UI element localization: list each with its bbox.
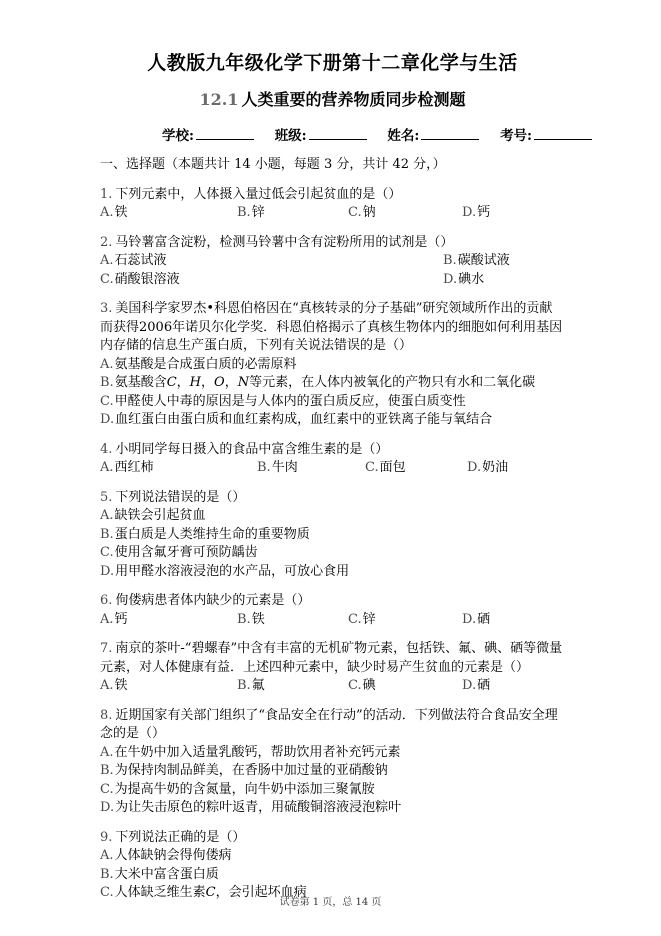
option-C bbox=[100, 393, 565, 412]
option-letter: B. bbox=[237, 611, 251, 627]
text: 在牛奶中加入适量乳酸钙，帮助饮用者补充钙元素 bbox=[114, 744, 401, 760]
text: 硒 bbox=[477, 678, 491, 693]
text: 面包 bbox=[379, 460, 406, 475]
question-8 bbox=[100, 707, 565, 818]
option-A bbox=[100, 459, 257, 478]
text: 使用含氟牙膏可预防龋齿 bbox=[114, 545, 258, 560]
field-exam-number bbox=[500, 126, 592, 144]
field-class-label: 班级: bbox=[274, 128, 307, 144]
option-letter: A. bbox=[100, 460, 114, 475]
question-stem bbox=[100, 489, 565, 508]
field-name-label: 姓名: bbox=[387, 128, 420, 144]
option-letter: C. bbox=[100, 271, 114, 287]
option-D bbox=[100, 563, 565, 582]
option-B bbox=[257, 459, 365, 478]
question-stem bbox=[100, 186, 565, 205]
option-B bbox=[100, 526, 565, 545]
text: 西红柿 bbox=[114, 460, 154, 475]
text: 下列说法正确的是（） bbox=[115, 829, 246, 845]
text: 美国科学家罗杰•科恩伯格因在“真核转录的分子基础”研究领域所作出的贡献而获得2006年诺贝尔化学奖．科恩伯格揭示了真核生物体内的细胞如何利用基因内存储的信息生产蛋白质，下列有关说法错误的是（） bbox=[100, 301, 563, 353]
options bbox=[100, 356, 565, 430]
option-letter: A. bbox=[100, 848, 114, 863]
option-D bbox=[467, 459, 565, 478]
text: 人体缺钠会得佝偻病 bbox=[114, 848, 232, 863]
option-B bbox=[237, 204, 348, 223]
option-letter: C. bbox=[348, 611, 362, 627]
text: 氨基酸是合成蛋白质的必需原料 bbox=[114, 356, 297, 372]
options bbox=[100, 507, 565, 581]
page-footer: 试卷第 1 页，总 14 页 bbox=[279, 897, 382, 908]
option-letter: D. bbox=[462, 611, 477, 627]
option-A bbox=[100, 507, 565, 526]
option-letter: C. bbox=[100, 885, 114, 900]
text: 缺铁会引起贫血 bbox=[114, 508, 206, 523]
text: 碘水 bbox=[458, 271, 485, 287]
option-letter: C. bbox=[100, 393, 114, 409]
option-letter: D. bbox=[100, 412, 115, 427]
option-B bbox=[100, 762, 565, 781]
question-number: 7. bbox=[100, 641, 113, 656]
option-B bbox=[237, 611, 348, 630]
text: 石蕊试液 bbox=[114, 253, 167, 268]
field-school-label: 学校: bbox=[162, 128, 194, 144]
question-2 bbox=[100, 234, 565, 290]
option-letter: B. bbox=[443, 253, 457, 268]
text: 硒 bbox=[477, 611, 491, 627]
text: 马铃薯富含淀粉，检测马铃薯中含有淀粉所用的试剂是（） bbox=[115, 234, 454, 250]
text: 小明同学每日摄入的食品中富含维生素的是（） bbox=[115, 441, 389, 457]
text: 奶油 bbox=[482, 460, 509, 475]
option-letter: C. bbox=[348, 205, 362, 220]
field-exam-number-label: 考号: bbox=[500, 128, 533, 144]
option-C bbox=[100, 271, 443, 290]
option-A bbox=[100, 744, 565, 763]
question-1 bbox=[100, 186, 565, 223]
option-letter: A. bbox=[100, 508, 114, 523]
option-D bbox=[462, 611, 565, 630]
text: 下列元素中，人体摄入量过低会引起贫血的是（） bbox=[115, 186, 402, 202]
text: 人体缺乏维生素C，会引起坏血病 bbox=[114, 885, 307, 900]
section-heading: 一、选择题（本题共计 14 小题，每题 3 分，共计 42 分，） bbox=[100, 157, 446, 172]
blank-line bbox=[196, 126, 254, 140]
option-D bbox=[462, 677, 565, 696]
page-subtitle bbox=[100, 90, 565, 109]
text: 锌 bbox=[362, 611, 376, 627]
question-number: 5. bbox=[100, 489, 113, 505]
options bbox=[100, 744, 565, 818]
option-C bbox=[348, 204, 462, 223]
question-number: 1. bbox=[100, 186, 113, 202]
text: 铁 bbox=[251, 611, 265, 627]
option-letter: A. bbox=[100, 611, 114, 627]
text: 钙 bbox=[477, 205, 491, 220]
option-letter: C. bbox=[100, 545, 114, 560]
options bbox=[100, 252, 565, 289]
option-A bbox=[100, 204, 237, 223]
option-C bbox=[100, 781, 565, 800]
option-C bbox=[100, 544, 565, 563]
option-letter: B. bbox=[100, 375, 114, 390]
field-class bbox=[275, 126, 367, 144]
text: 甲醛使人中毒的原因是与人体内的蛋白质反应，使蛋白质变性 bbox=[114, 393, 466, 409]
question-number: 8. bbox=[100, 707, 113, 723]
options bbox=[100, 677, 565, 696]
option-letter: A. bbox=[100, 678, 114, 693]
option-letter: C. bbox=[348, 678, 362, 693]
option-A bbox=[100, 252, 443, 271]
text: 牛肉 bbox=[271, 460, 298, 475]
option-letter: B. bbox=[100, 866, 114, 882]
page-title: 人教版九年级化学下册第十二章化学与生活 bbox=[147, 52, 518, 74]
text: 佝偻病患者体内缺少的元素是（） bbox=[115, 593, 311, 608]
question-stem bbox=[100, 829, 565, 848]
option-C bbox=[365, 459, 467, 478]
blank-line bbox=[534, 126, 592, 140]
blank-line bbox=[421, 126, 479, 140]
options bbox=[100, 204, 565, 223]
option-letter: A. bbox=[100, 205, 114, 220]
text: 近期国家有关部门组织了“食品安全在行动”的活动．下列做法符合食品安全理念的是（） bbox=[100, 707, 558, 741]
option-B bbox=[100, 866, 565, 885]
option-D bbox=[462, 204, 565, 223]
subtitle-text: 人类重要的营养物质同步检测题 bbox=[241, 90, 466, 109]
option-letter: D. bbox=[443, 271, 458, 287]
field-school bbox=[162, 126, 254, 144]
question-6 bbox=[100, 592, 565, 629]
text: 为提高牛奶的含氮量，向牛奶中添加三聚氰胺 bbox=[114, 781, 375, 797]
question-3 bbox=[100, 300, 565, 430]
text: 锌 bbox=[251, 205, 265, 220]
text: 大米中富含蛋白质 bbox=[114, 866, 219, 882]
text: 南京的茶叶-“碧螺春”中含有丰富的无机矿物元素，包括铁、氟、碘、硒等微量元素，对人体健康有益．上述四种元素中，缺少时易产生贫血的元素是（） bbox=[100, 641, 563, 675]
question-number: 4. bbox=[100, 441, 113, 457]
text: 铁 bbox=[114, 205, 128, 220]
text: 铁 bbox=[114, 678, 128, 693]
text: 为保持肉制品鲜美，在香肠中加过量的亚硝酸钠 bbox=[114, 763, 388, 778]
text: 钙 bbox=[114, 611, 128, 627]
question-number: 2. bbox=[100, 234, 113, 250]
option-B bbox=[237, 677, 348, 696]
option-letter: B. bbox=[100, 526, 114, 542]
question-5 bbox=[100, 489, 565, 582]
option-letter: B. bbox=[237, 205, 251, 220]
option-letter: C. bbox=[100, 781, 114, 797]
question-7 bbox=[100, 640, 565, 696]
text: 蛋白质是人类维持生命的重要物质 bbox=[114, 526, 310, 542]
text: 血红蛋白由蛋白质和血红素构成，血红素中的亚铁离子能与氧结合 bbox=[115, 412, 493, 427]
option-letter: B. bbox=[237, 678, 251, 693]
option-letter: C. bbox=[365, 460, 379, 475]
question-stem bbox=[100, 234, 565, 253]
question-stem bbox=[100, 592, 565, 611]
text: 钠 bbox=[362, 205, 376, 220]
question-9 bbox=[100, 829, 565, 903]
student-info-row bbox=[100, 126, 565, 144]
option-A bbox=[100, 677, 237, 696]
subtitle-number: 12.1 bbox=[199, 90, 239, 109]
question-stem bbox=[100, 707, 565, 744]
options bbox=[100, 611, 565, 630]
option-letter: B. bbox=[100, 763, 114, 778]
option-D bbox=[100, 411, 565, 430]
option-C bbox=[348, 611, 462, 630]
option-letter: A. bbox=[100, 356, 114, 372]
text: 用甲醛水溶液浸泡的水产品，可放心食用 bbox=[115, 563, 350, 579]
questions-list bbox=[100, 186, 565, 903]
option-letter: D. bbox=[467, 460, 482, 475]
text: 碳酸试液 bbox=[457, 253, 510, 268]
option-letter: D. bbox=[100, 563, 115, 579]
text: 下列说法错误的是（） bbox=[115, 489, 246, 505]
question-number: 3. bbox=[100, 301, 113, 316]
question-number: 6. bbox=[100, 593, 113, 608]
option-letter: D. bbox=[462, 205, 477, 220]
option-letter: D. bbox=[462, 678, 477, 693]
text: 硝酸银溶液 bbox=[114, 271, 180, 287]
options bbox=[100, 459, 565, 478]
option-letter: D. bbox=[100, 800, 115, 815]
option-A bbox=[100, 847, 565, 866]
question-stem bbox=[100, 300, 565, 356]
question-stem bbox=[100, 640, 565, 677]
field-name bbox=[387, 126, 479, 144]
question-stem bbox=[100, 441, 565, 460]
question-number: 9. bbox=[100, 829, 113, 845]
text: 氟 bbox=[251, 678, 265, 693]
option-D bbox=[100, 799, 565, 818]
option-D bbox=[443, 271, 565, 290]
option-A bbox=[100, 356, 565, 375]
option-A bbox=[100, 611, 237, 630]
question-4 bbox=[100, 441, 565, 478]
text: 氨基酸含C，H，O，N等元素，在人体内被氧化的产物只有水和二氧化碳 bbox=[114, 375, 536, 390]
option-letter: A. bbox=[100, 744, 114, 760]
option-B bbox=[100, 374, 565, 393]
option-letter: B. bbox=[257, 460, 271, 475]
option-letter: A. bbox=[100, 253, 114, 268]
option-C bbox=[348, 677, 462, 696]
text: 为让失击原色的粽叶返青，用硫酸铜溶液浸泡粽叶 bbox=[115, 800, 402, 815]
text: 碘 bbox=[362, 678, 376, 693]
option-B bbox=[443, 252, 565, 271]
blank-line bbox=[309, 126, 367, 140]
